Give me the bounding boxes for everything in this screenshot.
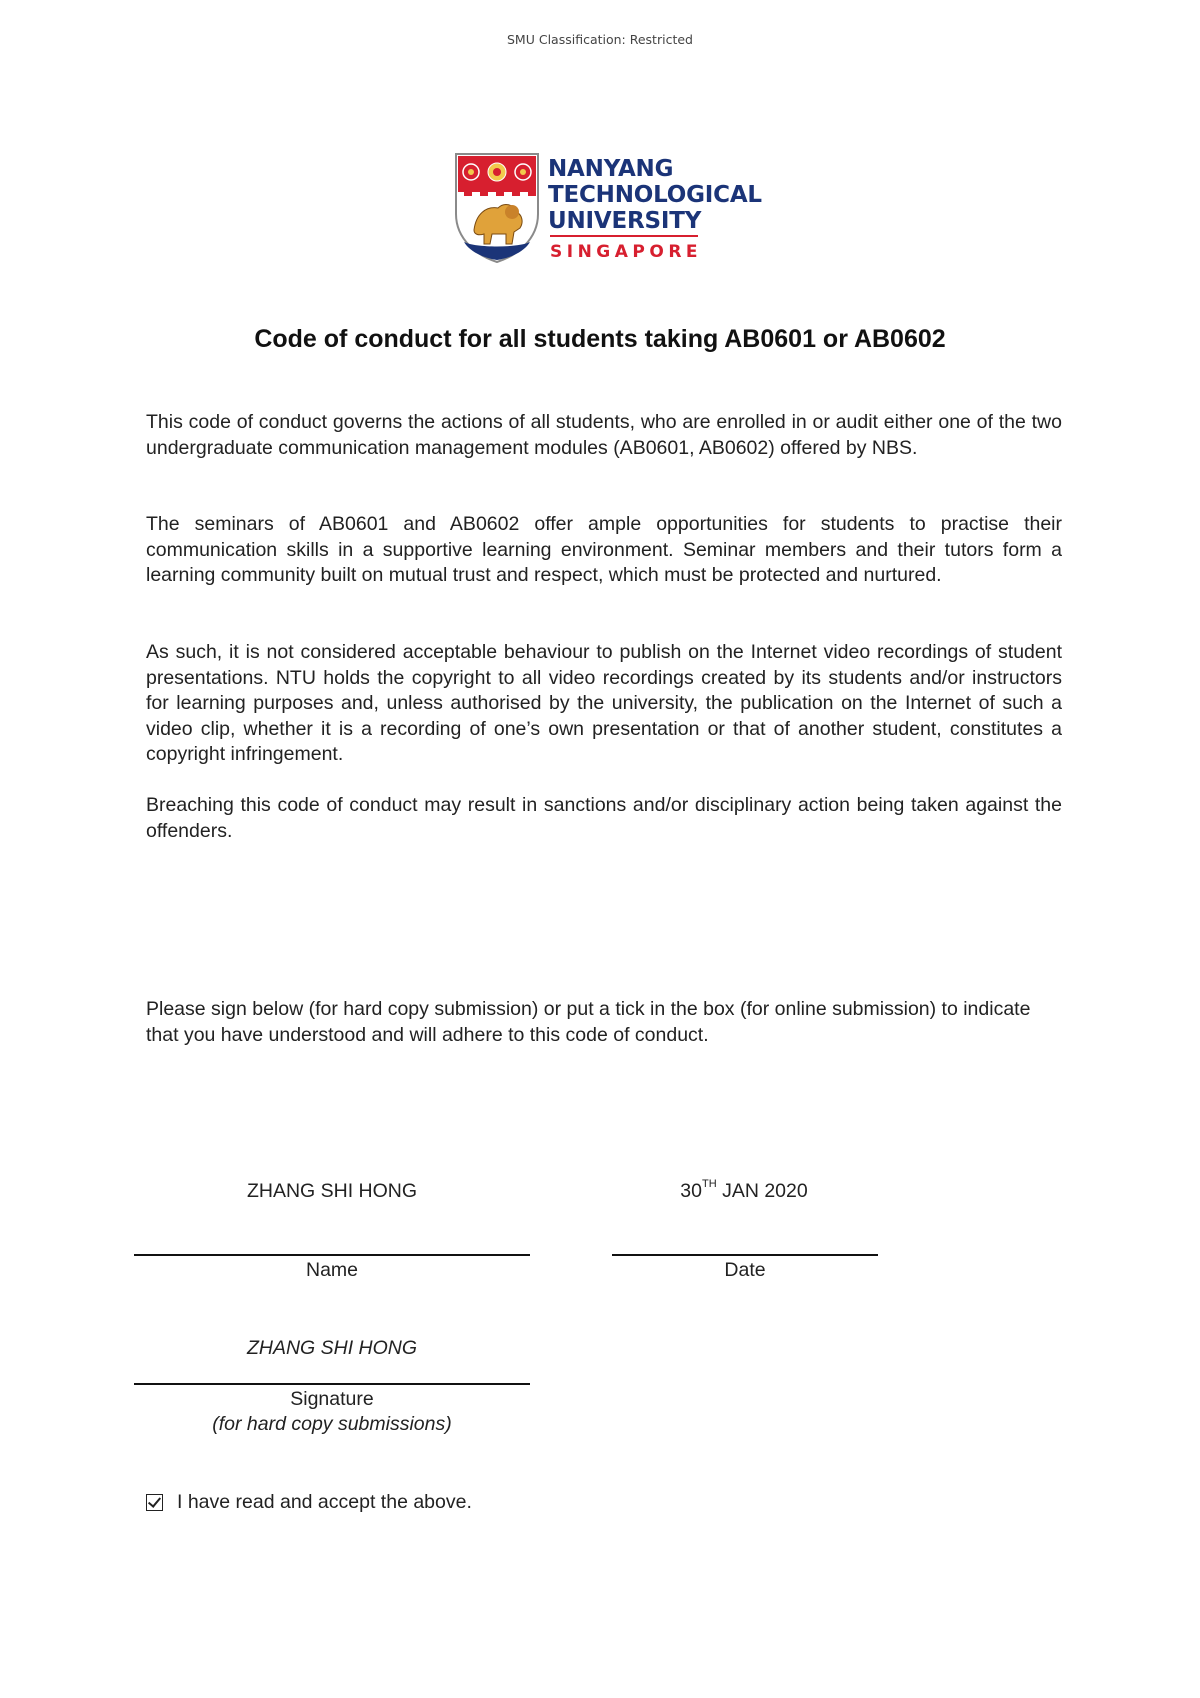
accept-label: I have read and accept the above. (177, 1491, 472, 1513)
date-day: 30 (680, 1180, 702, 1202)
paragraph-seminars: The seminars of AB0601 and AB0602 offer ample opportunities for students to practise their communication skills in a supportive learning environment. Seminar members and their tutors form a learning community built on mutual trust and respect, which must be protected and nurtured. (146, 513, 1062, 587)
classification-label: SMU Classification: Restricted (507, 32, 693, 47)
signature-field[interactable]: ZHANG SHI HONG (246, 1337, 418, 1359)
logo-line-3: UNIVERSITY (548, 208, 702, 234)
accept-row[interactable] (146, 1491, 472, 1514)
paragraph-instructions: Please sign below (for hard copy submission) or put a tick in the box (for online submission) to indicate that you have understood and will adhere to this code of conduct. (146, 998, 1031, 1046)
paragraph-scope: This code of conduct governs the actions of all students, who are enrolled in or audit either one of the two undergraduate communication management modules (AB0601, AB0602) offered by NBS. (146, 411, 1062, 459)
date-label: Date (724, 1259, 766, 1281)
signature-note: (for hard copy submissions) (212, 1413, 452, 1435)
logo-line-2: TECHNOLOGICAL (548, 182, 762, 208)
name-field[interactable]: ZHANG SHI HONG (246, 1180, 418, 1202)
accept-checkbox[interactable] (146, 1494, 163, 1511)
ntu-crest-icon (454, 152, 540, 264)
date-month-year: JAN 2020 (716, 1180, 808, 1202)
paragraph-copyright: As such, it is not considered acceptable behaviour to publish on the Internet video recordings of student presentations. NTU holds the copyright to all video recordings created by its students and/or instructors for learning purposes and, unless authorised by the university, the publication on the Internet of such a video clip, whether it is a recording of one’s own presentation or that of another student, constitutes a copyright infringement. (146, 641, 1062, 766)
signature-underline (134, 1383, 530, 1385)
paragraph-sanctions: Breaching this code of conduct may result in sanctions and/or disciplinary action being taken against the offenders. (146, 794, 1062, 842)
document-title: Code of conduct for all students taking AB0601 or AB0602 (254, 325, 946, 353)
signature-label: Signature (290, 1388, 374, 1410)
date-ordinal: TH (701, 1178, 717, 1190)
date-underline (612, 1254, 878, 1256)
date-field[interactable] (612, 1180, 876, 1203)
university-name (548, 156, 762, 234)
logo-divider (550, 235, 698, 237)
logo-line-1: NANYANG (548, 156, 674, 182)
ntu-logo (454, 152, 762, 268)
logo-subline: SINGAPORE (550, 242, 703, 262)
name-label: Name (305, 1259, 359, 1281)
name-underline (134, 1254, 530, 1256)
